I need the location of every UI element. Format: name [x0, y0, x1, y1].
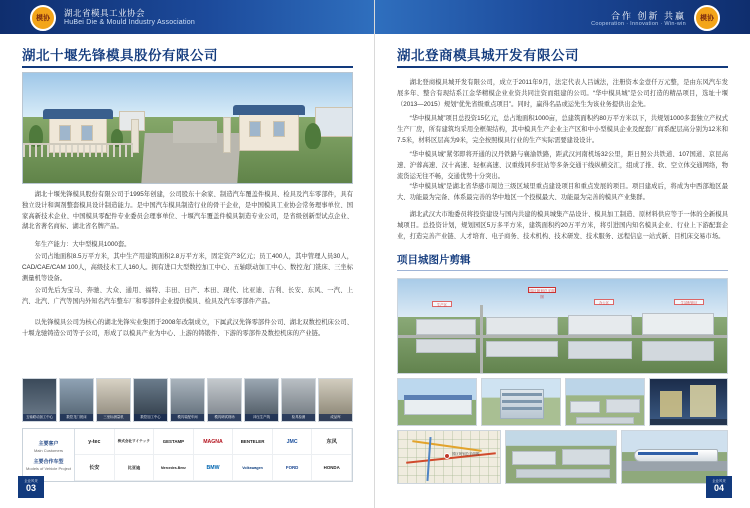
- right-photo-workshop-row[interactable]: [397, 378, 477, 426]
- left-para-4-text: 以先锋模具公司为核心的湖北先锋实业集团于2008年改制成立，下属武汉先锋零部件公司、湖北双数控机床公司、十堰龙驰铸造公司等子公司，形成了以模具产业为中心、上游的铸锻件、下游的零部件及数控机床的产业链。: [22, 319, 353, 337]
- night-plaza: [650, 419, 728, 426]
- right-paragraph-3: [397, 150, 728, 180]
- plan-block-1: [416, 319, 476, 335]
- association-name-en: HuBei Die & Mould Industry Association: [64, 19, 195, 26]
- left-folio-number: 03: [25, 482, 36, 493]
- photo-window-left-2: [81, 125, 93, 141]
- left-page-header: [0, 0, 375, 34]
- left-customers-panel: [22, 428, 353, 482]
- customer-logo-7: 长安: [75, 455, 115, 481]
- rail-viaduct: [622, 461, 728, 471]
- workshop-roof: [404, 395, 472, 400]
- right-page: [375, 0, 750, 508]
- photo-fence: [23, 143, 133, 157]
- photo-road-far: [173, 121, 217, 143]
- right-photo-master-plan[interactable]: [397, 278, 728, 374]
- thumbnail-2-caption: 三坐标测量机: [97, 414, 130, 421]
- left-paragraph-3: [22, 286, 353, 314]
- left-folio-label: 企业风采: [24, 479, 38, 484]
- left-para-1-text: 湖北十堰先锋模具股份有限公司于1995年创建，公司股东十余家、制造汽车覆盖件模具、检具及汽车零部件，具有独立设计和调剂整套模具设计制造能力。是中国汽车模具制造行业的骨干企业，是中国模具工业协会常务理事单位、国家高新技术企业、中国模具零配件专业委员会理事单位、十堰汽车覆盖件模具制造专业公司，是省级创新型试点企业、湖北省著名商标、湖北省名牌产品。: [22, 191, 353, 231]
- night-tower-2: [690, 385, 716, 417]
- header-slogan-en: Cooperation · Innovation · Win-win: [591, 21, 686, 27]
- factory-block-2: [606, 399, 640, 413]
- factory-block-3: [576, 417, 634, 424]
- right-paragraph-2: [397, 114, 728, 148]
- thumbnail-3-caption: 数控加工中心: [134, 414, 167, 421]
- right-folio: [706, 476, 732, 498]
- right-para-4-text: “华中模具城”是湖北省华感市周边三级区域里重点建设项目和重点发展的项目。项目建成后，将成为中西部地区最大、功能最为完备、体系最完善的华中地区一个投模最大、功能最为完善的模具产业集群。: [397, 183, 728, 201]
- plan-label-3: 生活配套区: [674, 299, 704, 305]
- plan-sky: [398, 279, 727, 317]
- photo-building-right: [239, 113, 299, 151]
- customers-label-cn: 主要客户: [38, 440, 59, 447]
- thumbnail-0-caption: 五轴联动加工中心: [23, 414, 56, 421]
- thumbnail-1-caption: 数控龙门铣床: [60, 414, 93, 421]
- factory-block-1: [570, 401, 600, 413]
- left-thumbnail-strip: [22, 378, 353, 422]
- customer-logo-grid: [75, 429, 352, 481]
- right-para-1-text: 湖北登商模具城开发有限公司，成立于2011年9月，法定代表人吕诚法，注册资本金壹仟万元整，是由东风汽车发展多年、整合有现结系江金华精模企业业资共同注资而组建的公司。“华中模具城”是公司打造的精品项目，选址十堰（2013—2015）规划“优先省级重点项目”。同时，赢得名品或运先生为该业务提供出金先。: [397, 79, 728, 108]
- association-logo-icon: [30, 5, 56, 31]
- association-logo-text-right: 模协: [700, 14, 714, 22]
- left-para-3-text: 公司先后为宝马、奔驰、大众、通用、福特、丰田、日产、本田、现代、比亚迪、吉利、长安、东风、一汽、上汽、北汽、广汽等国内外知名汽车整车厂和零部件企业提供模具、检具及汽车零部件产品。: [22, 287, 353, 305]
- plan-label-2: 办公区: [594, 299, 614, 305]
- right-para-5-text: 湖北武汉大市地委员将投资建设与国内共建的模具城集产品设计、模具加工制造、原材料供应等于一体的全新模具城项目。总投资计划，规划园区5万多平方米，建筑面积约20万平方米，将引进国内知名模具企业、行业上下游配套企业，打造完善产业链、人才培育、电子商务、技术机构、技术研发、技术服务、远程信息一站式新、目机床交易市场。: [397, 211, 728, 240]
- customer-logo-0: y-tec: [75, 429, 115, 455]
- right-title-divider: [397, 66, 728, 68]
- association-name-cn: 湖北省模具工业协会: [64, 8, 146, 18]
- customer-logo-4: BENTELER: [233, 429, 273, 455]
- left-paragraph-1: [22, 190, 353, 238]
- plan-block-2: [416, 339, 476, 353]
- right-para-3-text: “华中模具城”紧邻即将开通的汉丹铁路与襄渝铁路，距武汉河南机场32公里，距日照公共铁道、107国道、京昆高速、沪蓉高速、汉十高速、轻枢高速、汉重线同步驻站等多条交通干线纵横交汇，组成了推、软、空立体交通网络，物流货运无往不畅，交通优势十分突出。: [397, 151, 728, 180]
- customer-logo-11: Volkswagen: [233, 455, 273, 481]
- right-page-header: [375, 0, 750, 34]
- plan-block-8: [642, 341, 714, 361]
- thumbnail-7-caption: 检具检测: [282, 414, 315, 421]
- right-section-divider: [397, 270, 728, 271]
- thumbnail-2[interactable]: [96, 378, 131, 422]
- photo-window-right: [249, 121, 261, 137]
- thumbnail-4[interactable]: [170, 378, 205, 422]
- photo-roof-left: [43, 109, 113, 119]
- vehicle-label-cn: 主要合作车型: [33, 458, 64, 465]
- left-company-title: 湖北十堰先锋模具股份有限公司: [22, 48, 218, 63]
- right-paragraph-5: [397, 210, 728, 246]
- right-folio-label: 企业风采: [712, 479, 726, 484]
- left-highlight-text: 年生产能力：大中型模具1000套。: [34, 241, 131, 248]
- customers-label-en: Main Customers: [33, 447, 64, 453]
- thumbnail-6[interactable]: [244, 378, 279, 422]
- rail-train-stripe: [638, 452, 698, 455]
- map-marker-icon: [444, 453, 450, 459]
- thumbnail-0[interactable]: [22, 378, 57, 422]
- plan-label-0: 园区规划总平面图: [529, 289, 555, 299]
- photo-gate-pillar-right: [223, 117, 231, 153]
- right-photo-location-map[interactable]: [397, 430, 501, 484]
- customer-logo-8: 比亚迪: [115, 455, 155, 481]
- thumbnail-4-caption: 模具装配车间: [171, 414, 204, 421]
- thumbnail-5[interactable]: [207, 378, 242, 422]
- thumbnail-8[interactable]: [318, 378, 353, 422]
- right-photo-office-building[interactable]: [481, 378, 561, 426]
- thumbnail-3[interactable]: [133, 378, 168, 422]
- plan-block-5: [568, 315, 632, 335]
- map-marker-label: 园区规划总平面图: [452, 452, 480, 456]
- thumbnail-7[interactable]: [281, 378, 316, 422]
- plan-block-6: [568, 341, 632, 359]
- right-photo-plaza-night[interactable]: [649, 378, 728, 426]
- workshop-building: [404, 399, 472, 415]
- right-photo-district-aerial[interactable]: [505, 430, 617, 484]
- district-block-2: [562, 449, 610, 465]
- vehicle-label-en: Models of Vehicle Project: [26, 465, 71, 471]
- photo-window-right-2: [273, 121, 285, 137]
- customer-logo-13: HONDA: [312, 455, 352, 481]
- right-folio-number: 04: [713, 482, 724, 493]
- district-block-3: [516, 469, 610, 478]
- header-gradient: [0, 0, 375, 34]
- customer-logo-1: 株式会社ワイテック: [115, 429, 155, 455]
- office-band-3: [502, 407, 542, 410]
- rail-train: [634, 449, 718, 462]
- left-folio: [18, 476, 44, 498]
- plan-road-v: [480, 305, 483, 374]
- customer-logo-3: MAGNA: [194, 429, 234, 455]
- left-title-divider: [22, 66, 353, 68]
- plan-road-h: [398, 335, 728, 338]
- customer-logo-10: BMW: [194, 455, 234, 481]
- right-para-2-text: “华中模具城”项目总投资15亿元，总占地面积1000亩，总建筑面积约80万平方米以下，共规划1000多套独立产权式生产厂房，所有建筑均采用全框架结构，其中模具生产企业主产区和中小型模具企业及配套厂商系配层高分别为12米和7.5米，材料区层高为9米，完全按照模具行业的生产实际需要建设设计。: [397, 115, 728, 144]
- left-main-photo: [22, 72, 353, 184]
- customer-logo-5: JMC: [273, 429, 313, 455]
- plan-label-1: 生产区: [432, 301, 452, 307]
- right-paragraph-1: [397, 78, 728, 112]
- photo-tree-3: [305, 123, 321, 149]
- left-para-2-text: 公司占地面积8.5万平方米，其中生产用建筑面积2.8万平方米，固定资产3亿元；员工400人，其中管理人员30人，CAD/CAE/CAM 100人，高级技术工人160人。拥有进口大型数控加工中心、五轴联动加工中心、数控龙门铣床、三坐标测量机等设备。: [22, 253, 353, 282]
- right-photo-factory-aerial[interactable]: [565, 378, 645, 426]
- photo-window-left: [59, 125, 71, 141]
- association-logo-text: 模协: [36, 14, 50, 22]
- thumbnail-5-caption: 模具调试现场: [208, 414, 241, 421]
- customer-logo-9: Mercedes-Benz: [154, 455, 194, 481]
- thumbnail-6-caption: 冲压生产线: [245, 414, 278, 421]
- header-slogan-cn: 合作 创新 共赢: [610, 11, 686, 21]
- customer-logo-12: FORD: [273, 455, 313, 481]
- association-logo-icon-right: [694, 5, 720, 31]
- thumbnail-1[interactable]: [59, 378, 94, 422]
- thumbnail-8-caption: 成品库: [319, 414, 352, 421]
- office-band-2: [502, 400, 542, 403]
- left-paragraph-4: [22, 318, 353, 350]
- district-block-1: [512, 451, 556, 465]
- left-paragraph-2: [22, 252, 353, 282]
- night-tower-1: [660, 391, 682, 417]
- photo-roof-right: [233, 105, 305, 115]
- right-company-title: 湖北登商模具城开发有限公司: [397, 48, 579, 63]
- right-paragraph-4: [397, 182, 728, 208]
- office-band-1: [502, 393, 542, 396]
- left-highlight-line: [22, 240, 353, 250]
- customer-logo-2: GESTAMP: [154, 429, 194, 455]
- plan-block-3: [486, 317, 558, 335]
- customer-logo-6: 东风: [312, 429, 352, 455]
- right-section-title: 项目城图片剪辑: [397, 254, 471, 266]
- plan-block-7: [642, 313, 714, 335]
- plan-block-4: [486, 341, 558, 357]
